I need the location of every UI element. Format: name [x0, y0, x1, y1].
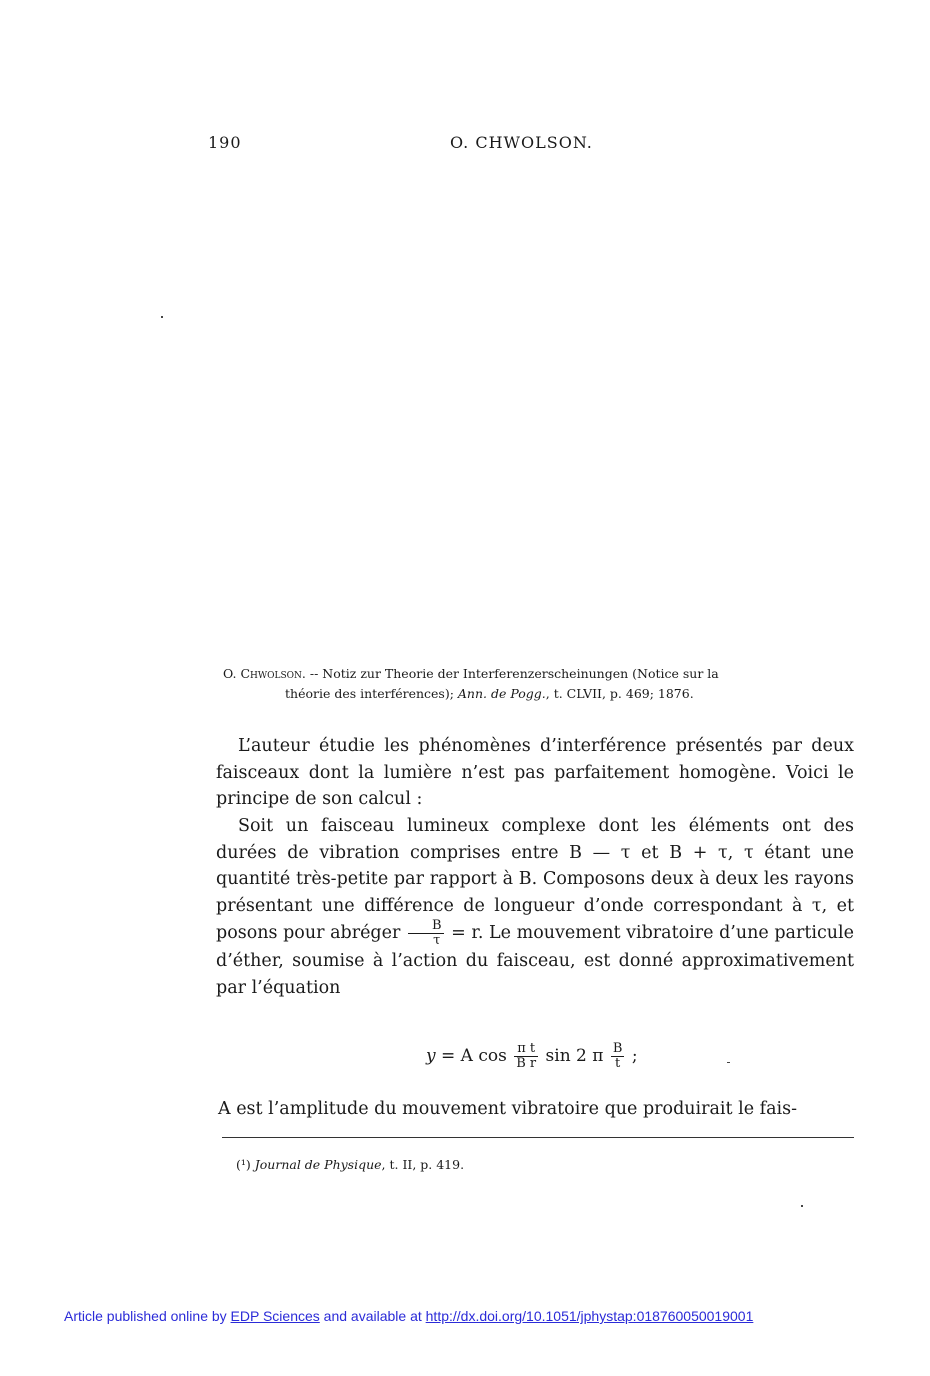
equation-sin: sin 2 π: [540, 1046, 609, 1066]
paragraph-1-text: L’auteur étudie les phénomènes d’interférence présentés par deux faisceaux dont la lumière n’est pas parfaitement homogène. Voici le principe de son calcul :: [216, 736, 854, 809]
citation-title-cont: théorie des interférences);: [285, 686, 458, 701]
paragraph-2: [216, 813, 854, 1001]
equation-fraction-1: [514, 1042, 538, 1071]
print-speck: [727, 1062, 730, 1063]
citation-author: O. Chwolson.: [223, 666, 306, 681]
footnote: [236, 1157, 464, 1172]
inline-fraction-denominator: τ: [433, 933, 441, 948]
publisher-link[interactable]: EDP Sciences: [230, 1308, 320, 1324]
citation: [223, 664, 843, 704]
citation-journal: Ann. de Pogg.: [457, 686, 546, 701]
last-line: A est l’amplitude du mouvement vibratoire que produirait le fais-: [218, 1099, 798, 1119]
equation-fraction-1-numerator: π t: [514, 1042, 538, 1057]
equation-fraction-2-numerator: B: [612, 1041, 623, 1056]
publisher-prefix: Article published online by: [64, 1308, 231, 1324]
equation-fraction-2: [611, 1042, 625, 1071]
paragraph-2-text: [216, 813, 854, 1001]
equation-end: ;: [626, 1046, 638, 1066]
footnote-journal: Journal de Physique: [254, 1157, 382, 1172]
paragraph-2-part2: = r. Le mouvement vibratoire d’une particule d’éther, soumise à l’action du faisceau, est donné approximativement par l’équation: [216, 923, 854, 998]
footnote-details: , t. II, p. 419.: [381, 1157, 465, 1172]
equation-cos: = A cos: [435, 1046, 513, 1066]
footnote-rule: [222, 1137, 854, 1138]
doi-link[interactable]: http://dx.doi.org/10.1051/jphystap:018760050019001: [425, 1308, 754, 1324]
publisher-bar: [64, 1308, 753, 1324]
citation-separator: --: [305, 666, 323, 681]
paragraph-1: [216, 733, 854, 813]
running-title: O. CHWOLSON.: [450, 133, 593, 152]
publisher-middle: and available at: [319, 1308, 426, 1324]
running-head: [0, 131, 930, 155]
citation-details: , t. CLVII, p. 469; 1876.: [545, 686, 694, 701]
equation-lhs: y: [426, 1046, 436, 1066]
inline-fraction-numerator: B: [408, 919, 444, 934]
page-number: 190: [208, 133, 242, 152]
equation-fraction-2-denominator: t: [615, 1056, 621, 1071]
paragraph-2-part1: Soit un faisceau lumineux complexe dont les éléments ont des durées de vibration comprises entre B — τ et B + τ, τ étant une quantité très-petite par rapport à B. Composons deux à deux les rayons présentant une différence de longueur d’onde correspondant à τ, et posons pour abréger: [216, 816, 854, 943]
footnote-marker: (¹): [236, 1157, 255, 1172]
equation: [426, 1036, 638, 1076]
equation-fraction-1-denominator: B r: [516, 1056, 537, 1071]
inline-fraction: [408, 919, 444, 948]
print-speck: [161, 316, 163, 318]
citation-title: Notiz zur Theorie der Interferenzerscheinungen (Notice sur la: [322, 666, 719, 681]
print-speck: [801, 1205, 803, 1207]
